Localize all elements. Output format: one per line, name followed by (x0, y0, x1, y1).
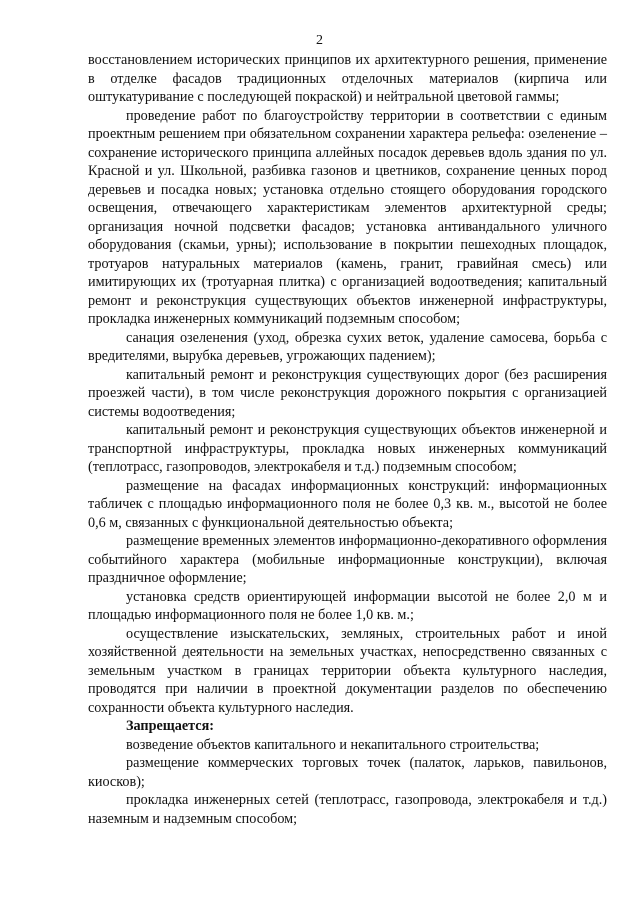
paragraph-survey-works: осуществление изыскательских, земляных, строительных работ и иной хозяйственной деятельности на земельных участках, непосредственно связанных с земельным участком в границах территории объекта культурного наследия, проводятся при наличии в проектной документации разделов по обеспечению сохранности объекта культурного наследия. (88, 625, 607, 716)
prohibited-heading: Запрещается: (126, 718, 214, 734)
document-body (88, 51, 607, 828)
paragraph-infrastructure-repair: капитальный ремонт и реконструкция существующих объектов инженерной и транспортной инфраструктуры, прокладка новых инженерных коммуникаций (теплотрасс, газопроводов, электрокабеля и т.д.) подземным способом; (88, 422, 607, 475)
paragraph-greenery-sanitation: санация озеленения (уход, обрезка сухих веток, удаление самосева, борьба с вредителями, вырубка деревьев, угрожающих падением); (88, 329, 607, 364)
paragraph-facade-restoration: восстановлением исторических принципов их архитектурного решения, применение в отделке фасадов традиционных отделочных материалов (кирпича или оштукатуривание с последующей покраской) и нейтральной цветовой гаммы; (88, 52, 607, 105)
paragraph-facade-signage: размещение на фасадах информационных конструкций: информационных табличек с площадью информационного поля не более 0,3 кв. м., высотой не более 0,6 м, связанных с функциональной деятельностью объекта; (88, 477, 607, 531)
page-number: 2 (316, 33, 323, 48)
paragraph-road-repair: капитальный ремонт и реконструкция существующих дорог (без расширения проезжей части), в том числе реконструкция дорожного покрытия с организацией системы водоотведения; (88, 366, 607, 420)
paragraph-temporary-decoration: размещение временных элементов информационно-декоративного оформления событийного характера (мобильные информационные конструкции), включая праздничное оформление; (88, 533, 607, 586)
prohibited-item-construction: возведение объектов капитального и некапитального строительства; (126, 736, 540, 753)
prohibited-item-overground-networks: прокладка инженерных сетей (теплотрасс, газопровода, электрокабеля и т.д.) наземным и надземным способом; (88, 792, 607, 827)
paragraph-orientation-info: установка средств ориентирующей информации высотой не более 2,0 м и площадью информационного поля не более 1,0 кв. м.; (88, 588, 607, 623)
paragraph-landscaping: проведение работ по благоустройству территории в соответствии с единым проектным решением при обязательном сохранении характера рельефа: озеленение – сохранение исторического принципа аллейных посадок деревьев вдоль здания по ул. Красной и ул. Школьной, разбивка газонов и цветников, сохранение ценных пород деревьев и посадка новых; установка отдельно стоящего оборудования городского освещения, отвечающего характеристикам элементов архитектурной среды; организация ночной подсветки фасадов; установка антивандального уличного оборудования (скамьи, урны); использование в покрытии пешеходных площадок, тротуаров натуральных материалов (камень, гранит, гравийная смесь) или имитирующих их (тротуарная плитка) с организацией водоотведения; капитальный ремонт и реконструкция существующих объектов инженерной инфраструктуры, прокладка инженерных коммуникаций подземным способом; (88, 107, 607, 327)
prohibited-item-retail-points: размещение коммерческих торговых точек (палаток, ларьков, павильонов, киосков); (88, 755, 607, 790)
